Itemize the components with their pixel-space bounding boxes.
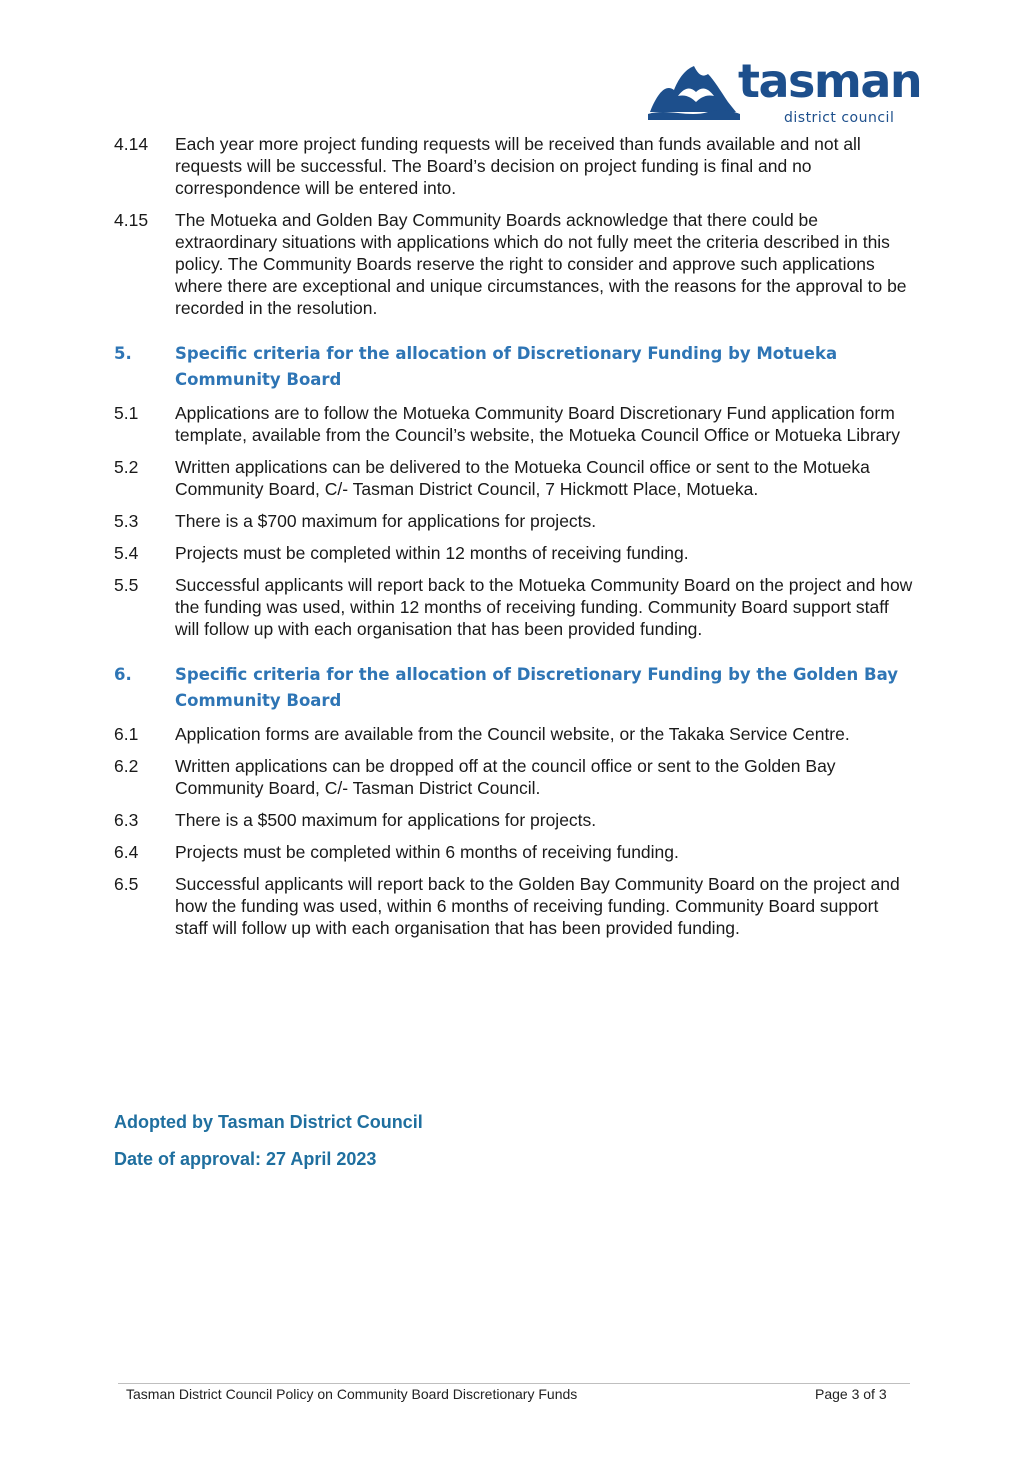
adopted-by: Adopted by Tasman District Council — [114, 1112, 423, 1132]
approval-date: Date of approval: 27 April 2023 — [114, 1149, 377, 1169]
clause-5-5 — [114, 574, 914, 640]
clause-text: Written applications can be dropped off at the council office or sent to the Golden Bay Community Board, C/- Tasman District Council. — [175, 756, 836, 798]
adoption-block — [114, 1110, 423, 1184]
clause-4-15 — [114, 209, 914, 319]
mountain-wave-logo-icon — [648, 62, 740, 122]
clause-6-2 — [114, 755, 914, 799]
section-number: 6. — [114, 665, 132, 684]
clause-5-4 — [114, 542, 914, 564]
clause-text: Each year more project funding requests will be received than funds available and not all requests will be successful. The Board’s decision on project funding is final and no correspondence will be entered into. — [175, 134, 861, 198]
clause-number: 4.14 — [114, 134, 149, 154]
tasman-logo — [648, 54, 922, 132]
clause-text: Applications are to follow the Motueka Community Board Discretionary Fund application form template, available from the Council’s website, the Motueka Council Office or Motueka Library — [175, 403, 900, 445]
clause-number: 6.5 — [114, 874, 139, 894]
clause-number: 6.1 — [114, 724, 139, 744]
clause-text: The Motueka and Golden Bay Community Boards acknowledge that there could be extraordinary situations with applications which do not fully meet the criteria described in this policy. The Community Boards reserve the right to consider and approve such applications where there are exceptional and unique circumstances, with the reasons for the approval to be recorded in the resolution. — [175, 210, 907, 318]
logo-subtitle: district council — [784, 110, 895, 126]
clause-text: Successful applicants will report back to the Golden Bay Community Board on the project and how the funding was used, within 6 months of receiving funding. Community Board support staff will follow up with each organisation that has been provided funding. — [175, 874, 900, 938]
section-number: 5. — [114, 344, 132, 363]
clause-number: 5.4 — [114, 543, 139, 563]
clause-number: 4.15 — [114, 210, 149, 230]
footer-document-title: Tasman District Council Policy on Community Board Discretionary Funds — [126, 1386, 578, 1402]
section-5-heading — [114, 341, 914, 393]
clause-text: Projects must be completed within 12 months of receiving funding. — [175, 543, 689, 563]
clause-4-14 — [114, 133, 914, 199]
clause-6-1 — [114, 723, 914, 745]
clause-number: 6.4 — [114, 842, 139, 862]
clause-number: 5.3 — [114, 511, 139, 531]
section-title: Specific criteria for the allocation of Discretionary Funding by Motueka Community Board — [175, 344, 838, 389]
clause-text: There is a $500 maximum for applications for projects. — [175, 810, 597, 830]
section-6-heading — [114, 662, 914, 714]
clause-number: 5.1 — [114, 403, 139, 423]
clause-5-3 — [114, 510, 914, 532]
clause-6-5 — [114, 873, 914, 939]
clause-number: 6.2 — [114, 756, 139, 776]
clause-text: Projects must be completed within 6 months of receiving funding. — [175, 842, 679, 862]
policy-body — [114, 133, 914, 949]
clause-text: Application forms are available from the Council website, or the Takaka Service Centre. — [175, 724, 850, 744]
clause-text: Successful applicants will report back to the Motueka Community Board on the project and how the funding was used, within 12 months of receiving funding. Community Board support staff will follow up with each organisation that has been provided funding. — [175, 575, 913, 639]
clause-number: 6.3 — [114, 810, 139, 830]
clause-text: There is a $700 maximum for applications for projects. — [175, 511, 597, 531]
clause-5-2 — [114, 456, 914, 500]
clause-6-4 — [114, 841, 914, 863]
footer-divider — [118, 1383, 910, 1384]
clause-text: Written applications can be delivered to the Motueka Council office or sent to the Motueka Community Board, C/- Tasman District Council, 7 Hickmott Place, Motueka. — [175, 457, 870, 499]
clause-5-1 — [114, 402, 914, 446]
clause-number: 5.2 — [114, 457, 139, 477]
clause-number: 5.5 — [114, 575, 139, 595]
footer-page-number: Page 3 of 3 — [815, 1386, 887, 1402]
clause-6-3 — [114, 809, 914, 831]
section-title: Specific criteria for the allocation of Discretionary Funding by the Golden Bay Community Board — [175, 665, 898, 710]
logo-wordmark: tasman — [738, 54, 922, 108]
